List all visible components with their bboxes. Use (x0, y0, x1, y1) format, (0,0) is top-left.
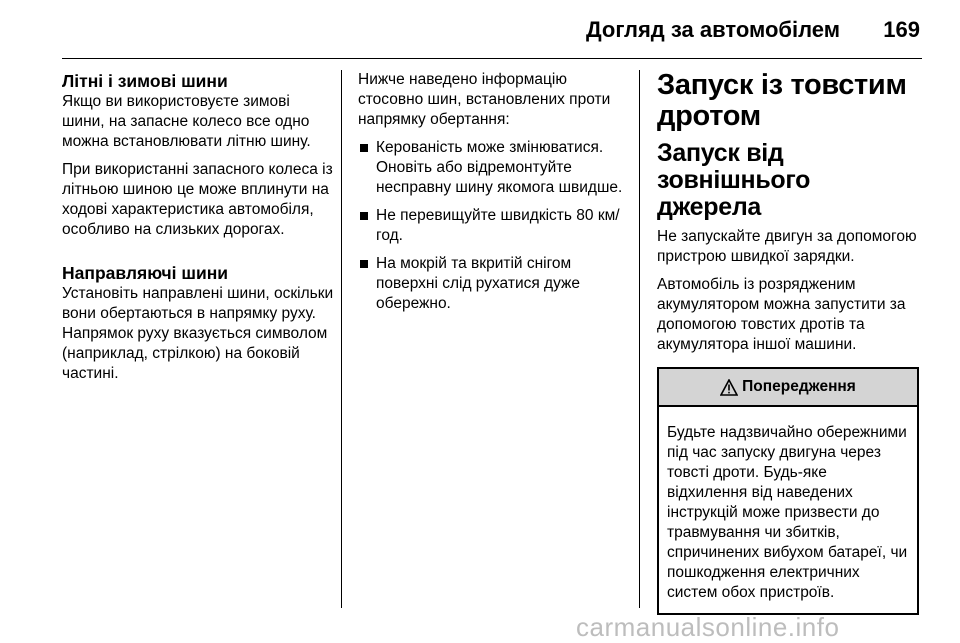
warning-body: Будьте надзвичайно обережними під час запуску двигуна через товсті дроти. Будь-яке відхилення від наведених інструкцій може призвести до травмування чи збитків, спричинених вибухом батареї, чи пошкодження електричних систем обох пристроїв. (667, 424, 908, 601)
summer-winter-tyres-paragraph-2: При використанні запасного колеса із літньою шиною це може вплинути на ходові характеристика автомобіля, особливо на слизьких дорогах. (62, 161, 333, 238)
jump-start-paragraph-2: Автомобіль із розрядженим акумулятором можна запустити за допомогою товстих дротів та акумулятора іншої машини. (657, 276, 906, 353)
warning-box (657, 367, 919, 615)
column-3 (657, 70, 919, 615)
page-number: 169 (883, 17, 920, 42)
jump-start-title: Запуск із товстим дротом (657, 69, 907, 132)
column-divider-1 (341, 70, 342, 608)
warning-heading: Попередження (742, 378, 856, 395)
watermark: carmanualsonline.info (576, 612, 840, 642)
jump-start-paragraph-1: Не запускайте двигун за допомогою пристрою швидкої зарядки. (657, 228, 917, 265)
warning-header (659, 369, 917, 407)
list-item: Керованість може змінюватися. Оновіть або відремонтуйте несправну шину якомога швидше. (358, 138, 630, 198)
reverse-direction-list (358, 138, 630, 314)
directional-tyres-heading: Направляючі шини (62, 263, 229, 283)
list-item: На мокрій та вкритій снігом поверхні слід рухатися дуже обережно. (358, 254, 630, 314)
external-source-subtitle: Запуск від зовнішнього джерела (657, 139, 811, 221)
column-1 (62, 70, 334, 392)
reverse-direction-intro: Нижче наведено інформацію стосовно шин, встановлених проти напрямку обертання: (358, 71, 611, 128)
header-divider (62, 58, 922, 59)
warning-triangle-icon (720, 379, 738, 396)
list-item: Не перевищуйте швидкість 80 км/год. (358, 206, 630, 246)
page-header-title: Догляд за автомобілем (585, 17, 840, 42)
summer-winter-tyres-paragraph-1: Якщо ви використовуєте зимові шини, на запасне колесо все одно можна встановлювати літню шину. (62, 93, 311, 150)
summer-winter-tyres-heading: Літні і зимові шини (62, 71, 228, 91)
column-divider-2 (639, 70, 640, 608)
column-2 (358, 70, 630, 322)
directional-tyres-paragraph: Установіть направлені шини, оскільки вони обертаються в напрямку руху. Напрямок руху вказується символом (наприклад, стрілкою) на боковій частині. (62, 285, 334, 382)
